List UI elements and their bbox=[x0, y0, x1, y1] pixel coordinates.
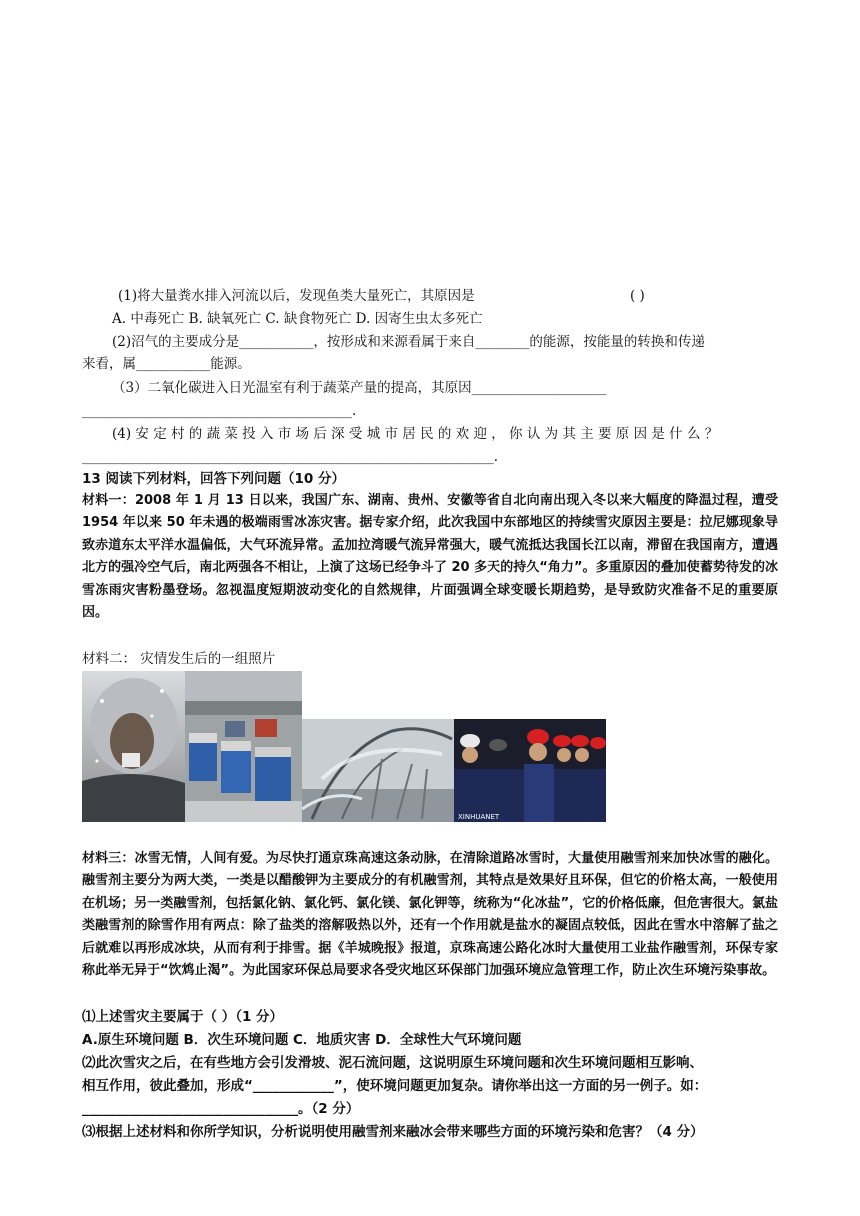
photo-workers-handshake bbox=[454, 719, 606, 822]
q12-part2-line2: 来看，属___________能源。 bbox=[82, 356, 251, 372]
q12-part3-line2: ________________________________________. bbox=[82, 403, 357, 419]
q13-sub1: ⑴上述雪灾主要属于（ ）（1 分） bbox=[82, 1009, 284, 1025]
q12-part4-line2: _____________________________________________________________. bbox=[82, 449, 499, 465]
q13-sub2-line2: 相互作用，彼此叠加，形成“____________”，使环境问题更加复杂。请你举出这一方面的另一例子。如： bbox=[82, 1078, 708, 1094]
q13-material1: 材料一：2008 年 1 月 13 日以来，我国广东、湖南、贵州、安徽等省自北向南出现入冬以来大幅度的降温过程，遭受 1954 年以来 50 年未遇的极端雨雪冰冻灾害。据专家介绍，此次我国中东部地区的持续雪灾原因主要是：拉尼娜现象导致赤道东太平洋水温偏低，大气环流异常。孟加拉湾暖气流异常强大，暖气流抵达我国长江以南，滞留在我国南方，遭遇北方的强冷空气后，南北两强各不相让，上演了这场已经争斗了 20 多天的持久“角力”。多重原因的叠加使蓄势待发的冰雪冻雨灾害粉墨登场。忽视温度短期波动变化的自然规律，片面强调全球变暖长期趋势，是导致防灾准备不足的重要原因。 bbox=[82, 493, 778, 621]
q12-part1-answer-paren: ( ) bbox=[630, 288, 645, 304]
q13-material2-caption: 材料二： 灾情发生后的一组照片 bbox=[82, 651, 276, 667]
q13-sub2-line3: ________________________________。（2 分） bbox=[82, 1101, 360, 1117]
q13-title: 13 阅读下列材料，回答下列问题（10 分） bbox=[82, 471, 345, 487]
photo-stranded-trucks bbox=[185, 671, 302, 822]
q13-sub1-options: A.原生环境问题 B．次生环境问题 C．地质灾害 D．全球性大气环境问题 bbox=[82, 1032, 522, 1048]
photo-person-in-snow bbox=[82, 671, 185, 822]
photo-watermark: XINHUANET bbox=[458, 813, 500, 821]
q12-part2-line1: (2)沼气的主要成分是___________，按形成和来源看属于来自________的能源，按能量的转换和传递 bbox=[112, 334, 705, 350]
q12-part1: (1)将大量粪水排入河流以后，发现鱼类大量死亡，其原因是 bbox=[118, 288, 475, 304]
q12-part4-line1: (4) 安 定 村 的 蔬 菜 投 入 市 场 后 深 受 城 市 居 民 的 欢 迎 ， 你 认 为 其 主 要 原 因 是 什 么 ？ bbox=[112, 426, 719, 442]
q13-sub3: ⑶根据上述材料和你所学知识，分析说明使用融雪剂来融冰会带来哪些方面的环境污染和危害？（4 分） bbox=[82, 1124, 704, 1140]
q13-material3: 材料三：冰雪无情，人间有爱。为尽快打通京珠高速这条动脉，在清除道路冰雪时，大量使用融雪剂来加快冰雪的融化。融雪剂主要分为两大类，一类是以醋酸钾为主要成分的有机融雪剂，其特点是效果好且环保，但它的价格太高，一般使用在机场；另一类融雪剂，包括氯化钠、氯化钙、氯化镁、氯化钾等，统称为“化冰盐”，它的价格低廉，但危害很大。氯盐类融雪剂的除雪作用有两点：除了盐类的溶解吸热以外，还有一个作用就是盐水的凝固点较低，因此在雪水中溶解了盐之后就难以再形成冰块，从而有利于排雪。据《羊城晚报》报道，京珠高速公路化冰时大量使用工业盐作融雪剂，环保专家称此举无异于“饮鸩止渴”。为此国家环保总局要求各受灾地区环保部门加强环境应急管理工作，防止次生环境污染事故。 bbox=[82, 851, 778, 979]
q12-part3-line1: （3）二氧化碳进入日光温室有利于蔬菜产量的提高，其原因____________________ bbox=[112, 380, 607, 396]
photo-ice-covered-tree bbox=[302, 719, 454, 822]
q13-sub2-line1: ⑵此次雪灾之后，在有些地方会引发滑坡、泥石流问题，这说明原生环境问题和次生环境问题相互影响、 bbox=[82, 1055, 703, 1071]
q12-part1-options: A. 中毒死亡 B. 缺氧死亡 C. 缺食物死亡 D. 因寄生虫太多死亡 bbox=[112, 311, 483, 327]
